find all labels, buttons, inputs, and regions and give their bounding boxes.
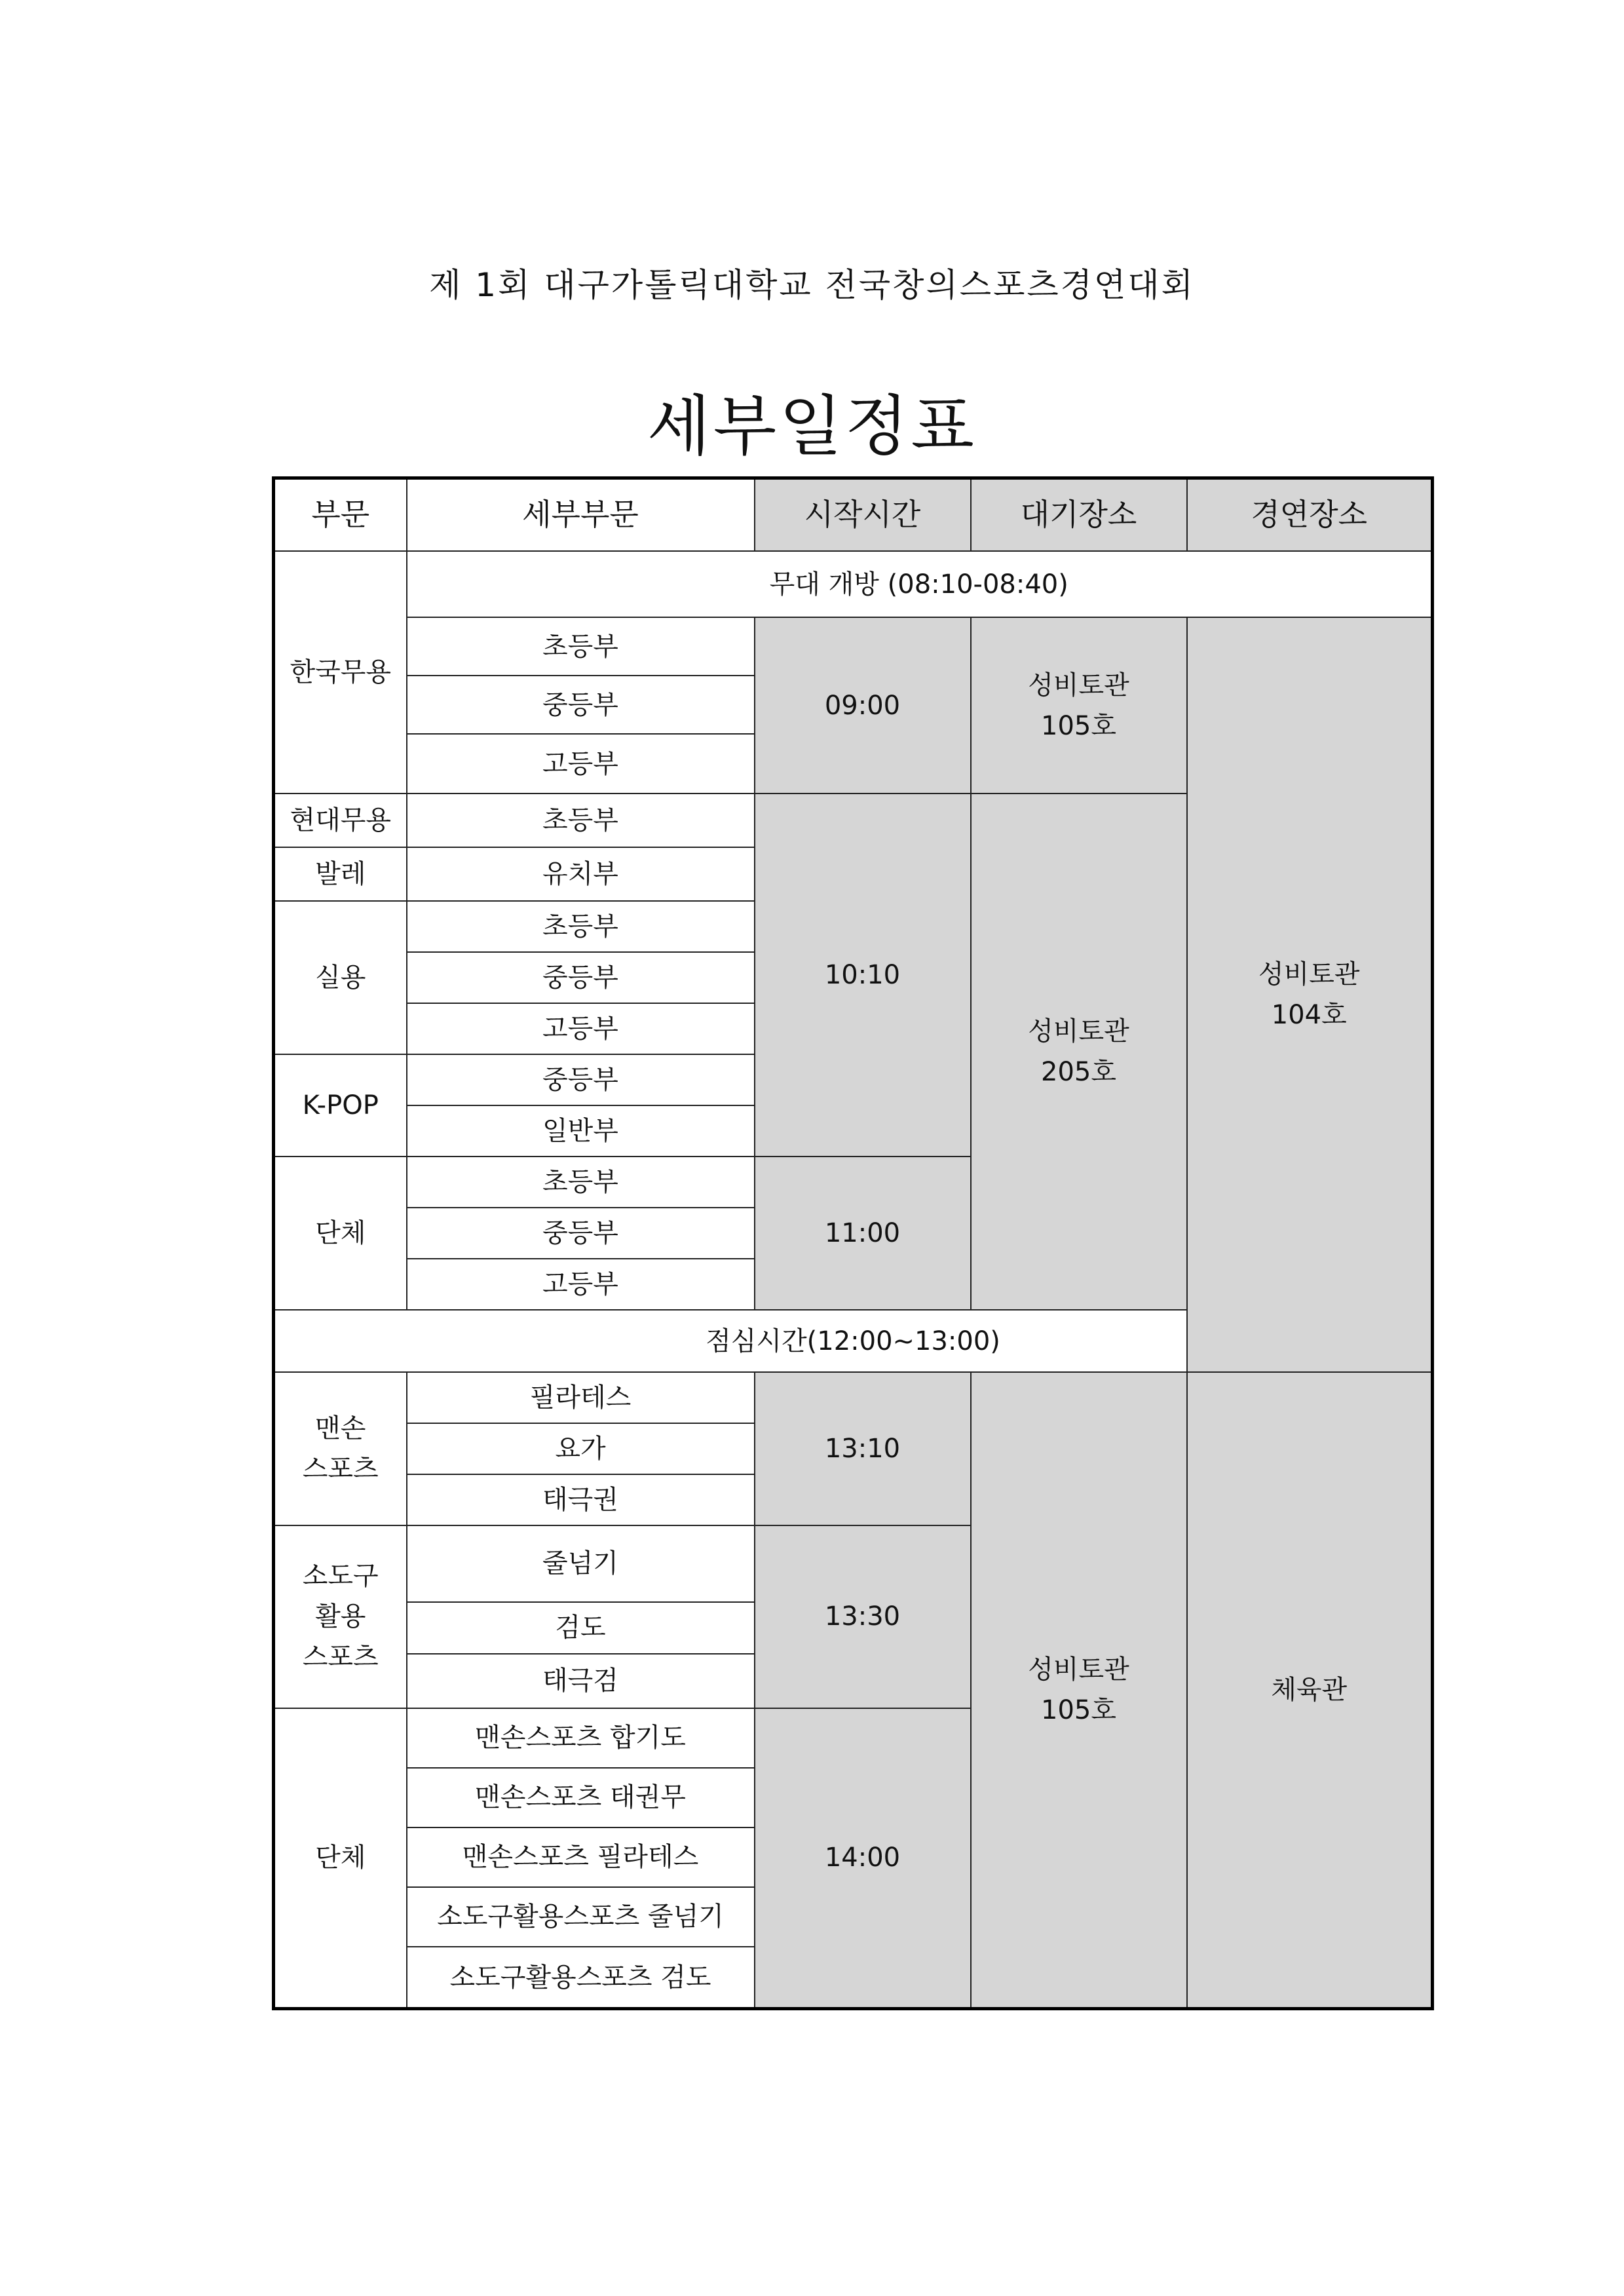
category-practical: 실용: [274, 901, 407, 1054]
schedule-table: [272, 476, 1434, 2010]
sub-group-jump-rope: 소도구활용스포츠 줄넘기: [407, 1887, 755, 1947]
document-title: 세부일정표: [647, 388, 977, 465]
document-subtitle: 제 1회 대구가톨릭대학교 전국창의스포츠경연대회: [429, 266, 1195, 304]
sub-kpop-general: 일반부: [407, 1105, 755, 1157]
category-small-tool-sports: [274, 1525, 407, 1708]
header-row: [274, 478, 1433, 551]
category-small-tool-line3: 스포츠: [302, 1642, 379, 1673]
header-subcategory: 세부부문: [407, 478, 755, 551]
sub-group-taekwon-dance: 맨손스포츠 태권무: [407, 1768, 755, 1827]
start-time-1310: 13:10: [755, 1372, 971, 1525]
table-row: [274, 617, 1433, 676]
header-venue: 경연장소: [1187, 478, 1433, 551]
waiting-place-afternoon-room: 105호: [1041, 1695, 1116, 1726]
sub-pilates: 필라테스: [407, 1372, 755, 1423]
stage-open-notice: 무대 개방 (08:10-08:40): [407, 551, 1433, 617]
sub-modern-elementary: 초등부: [407, 794, 755, 847]
category-group-morning: 단체: [274, 1157, 407, 1310]
sub-korean-middle: 중등부: [407, 676, 755, 734]
start-time-1400: 14:00: [755, 1708, 971, 2009]
sub-korean-elementary: 초등부: [407, 617, 755, 676]
category-bare-hand-sports: [274, 1372, 407, 1525]
header-category: 부문: [274, 478, 407, 551]
sub-practical-high: 고등부: [407, 1003, 755, 1054]
category-kpop: K-POP: [274, 1054, 407, 1157]
sub-jump-rope: 줄넘기: [407, 1525, 755, 1601]
table-row: [274, 1372, 1433, 1423]
sub-group-elementary: 초등부: [407, 1157, 755, 1208]
category-ballet: 발레: [274, 847, 407, 901]
venue-morning-building: 성비토관: [1258, 959, 1360, 990]
sub-group-high: 고등부: [407, 1259, 755, 1310]
sub-practical-middle: 중등부: [407, 952, 755, 1003]
waiting-place-morning-2: [971, 794, 1187, 1310]
sub-taichi-sword: 태극검: [407, 1654, 755, 1708]
waiting-place-korean-building: 성비토관: [1028, 670, 1129, 700]
category-small-tool-line2: 활용: [315, 1601, 366, 1632]
sub-korean-high: 고등부: [407, 734, 755, 794]
sub-group-hapkido: 맨손스포츠 합기도: [407, 1708, 755, 1768]
start-time-0900: 09:00: [755, 617, 971, 794]
header-start-time: 시작시간: [755, 478, 971, 551]
waiting-place-afternoon: [971, 1372, 1187, 2008]
sub-group-middle: 중등부: [407, 1208, 755, 1259]
waiting-place-afternoon-building: 성비토관: [1028, 1655, 1129, 1685]
waiting-place-korean: [971, 617, 1187, 794]
sub-taichi: 태극권: [407, 1474, 755, 1525]
sub-ballet-kindergarten: 유치부: [407, 847, 755, 901]
start-time-1100: 11:00: [755, 1157, 971, 1310]
table-row: [274, 1310, 1433, 1372]
sub-group-pilates: 맨손스포츠 필라테스: [407, 1827, 755, 1887]
venue-morning-room: 104호: [1271, 1000, 1347, 1031]
category-small-tool-line1: 소도구: [302, 1561, 379, 1592]
venue-morning: [1187, 617, 1433, 1372]
category-bare-hand-line2: 스포츠: [302, 1454, 379, 1485]
category-group-afternoon: 단체: [274, 1708, 407, 2009]
category-bare-hand-line1: 맨손: [315, 1413, 366, 1444]
category-korean-dance: 한국무용: [274, 551, 407, 794]
sub-yoga: 요가: [407, 1423, 755, 1474]
waiting-place-2-building: 성비토관: [1028, 1016, 1129, 1047]
start-time-1330: 13:30: [755, 1525, 971, 1708]
sub-practical-elementary: 초등부: [407, 901, 755, 952]
start-time-1010: 10:10: [755, 794, 971, 1157]
table-row: [274, 551, 1433, 617]
waiting-place-2-room: 205호: [1041, 1057, 1116, 1088]
sub-kpop-middle: 중등부: [407, 1054, 755, 1105]
header-waiting-place: 대기장소: [971, 478, 1187, 551]
waiting-place-korean-room: 105호: [1041, 710, 1116, 741]
sub-group-kendo: 소도구활용스포츠 검도: [407, 1947, 755, 2008]
venue-afternoon: 체육관: [1187, 1372, 1433, 2008]
lunch-notice: 점심시간(12:00~13:00): [274, 1310, 1433, 1372]
sub-kendo: 검도: [407, 1602, 755, 1654]
category-modern-dance: 현대무용: [274, 794, 407, 847]
